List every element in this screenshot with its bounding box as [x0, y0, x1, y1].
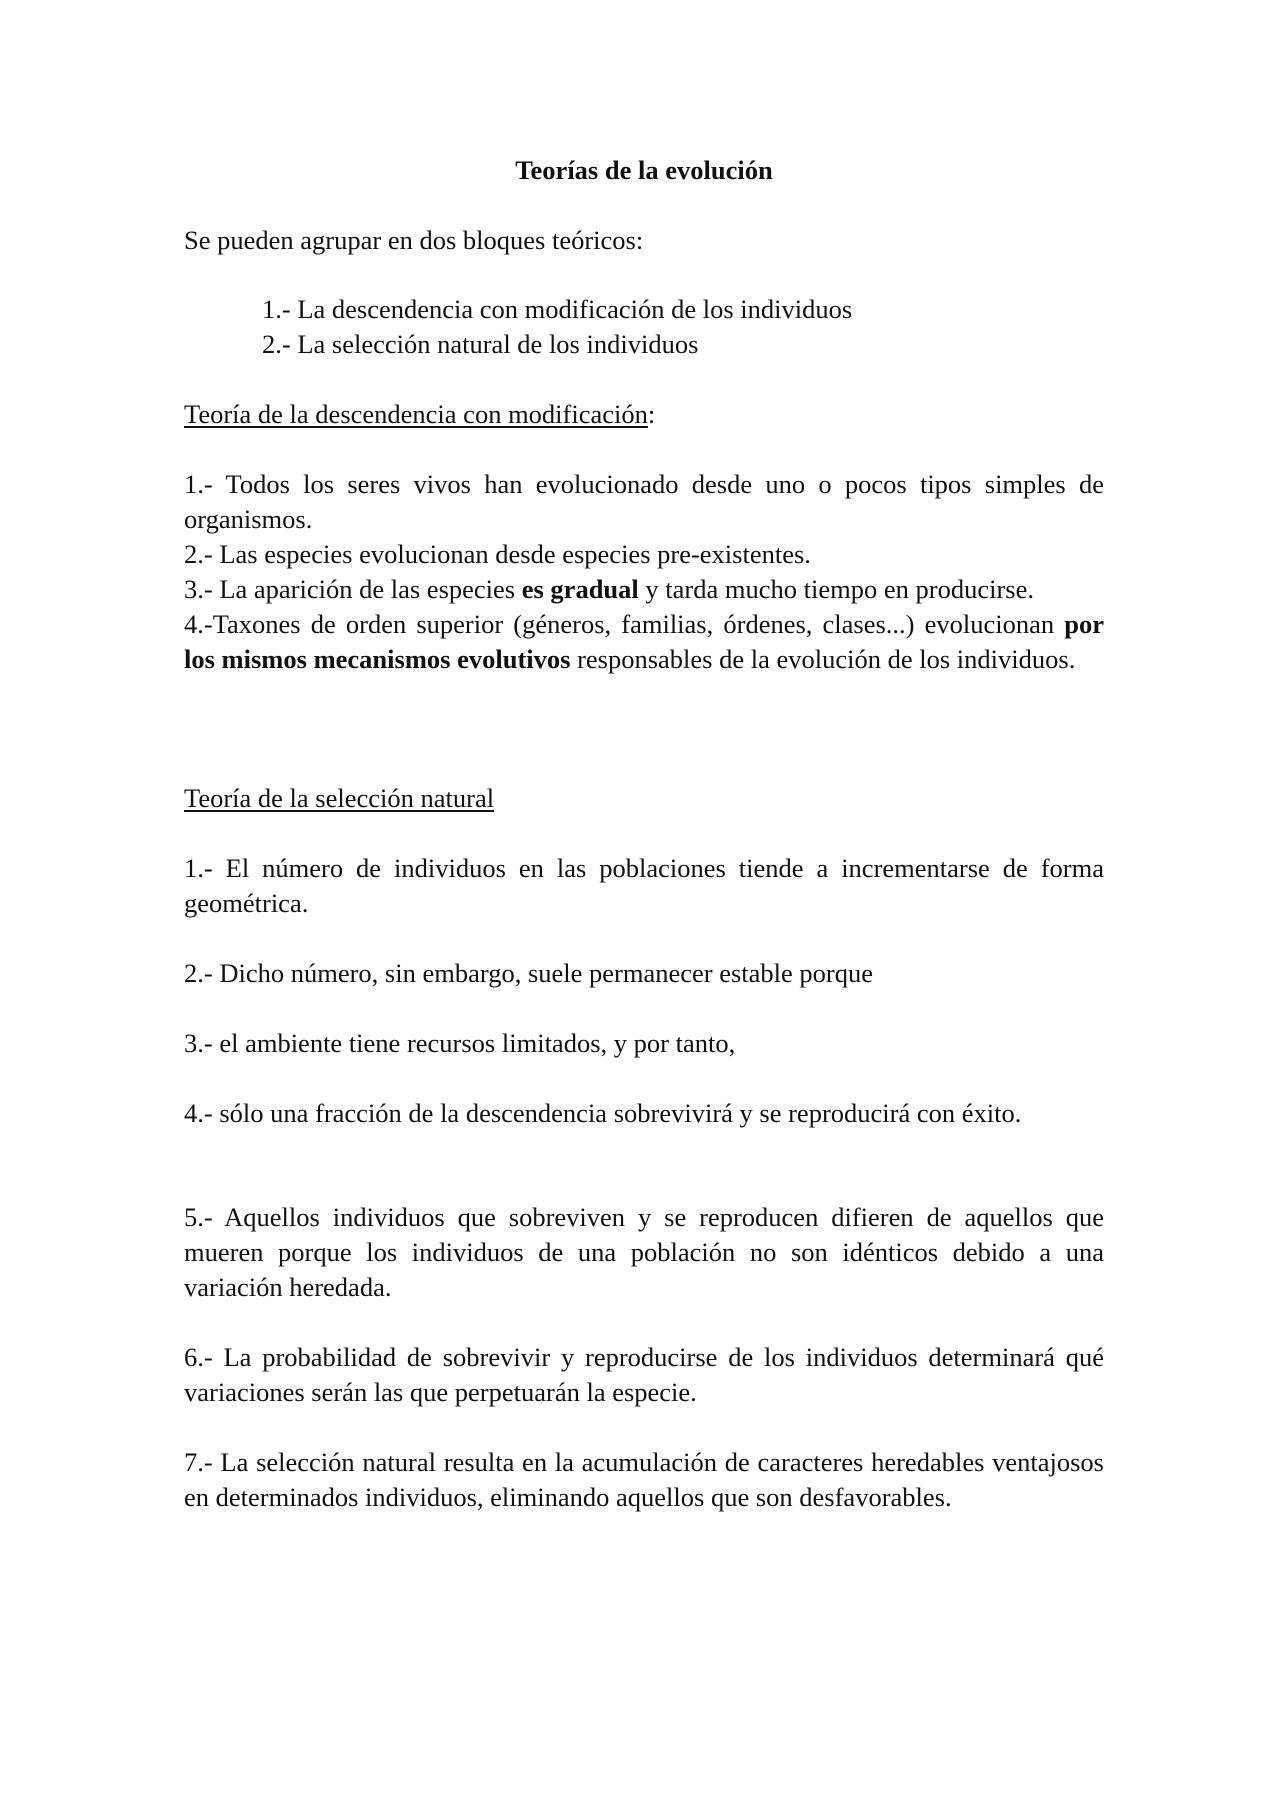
section1-item-4 — [184, 607, 1104, 677]
section2-heading: Teoría de la selección natural — [184, 783, 495, 813]
blocks-list — [184, 292, 1182, 362]
document-title: Teorías de la evolución — [515, 155, 773, 185]
section1-item-3-post: y tarda mucho tiempo en producirse. — [638, 574, 1034, 604]
section1-item-3 — [184, 572, 1104, 607]
block-item-2: 2.- La selección natural de los individuos — [262, 329, 699, 359]
section1-item-4-bold: por los mismos mecanismos evolutivos — [184, 609, 1104, 674]
section2-item-7: 7.- La selección natural resulta en la acumulación de caracteres heredables ventajosos en determinados individuos, eliminando aquellos que son desfavorables. — [184, 1447, 1104, 1512]
section1-item-4-pre: 4.-Taxones de orden superior (géneros, familias, órdenes, clases...) evolucionan — [184, 609, 1065, 639]
section2-item-3: 3.- el ambiente tiene recursos limitados, y por tanto, — [184, 1028, 736, 1058]
section2-item-4: 4.- sólo una fracción de la descendencia sobrevivirá y se reproducirá con éxito. — [184, 1098, 1022, 1128]
section1-heading: Teoría de la descendencia con modificación — [184, 399, 648, 429]
section2-item-1: 1.- El número de individuos en las poblaciones tiende a incrementarse de forma geométrica. — [184, 853, 1104, 918]
section2-heading-line — [184, 781, 1104, 816]
section1-item-4-post: responsables de la evolución de los individuos. — [570, 644, 1076, 674]
section1-item-2: 2.- Las especies evolucionan desde especies pre-existentes. — [184, 539, 811, 569]
section1-heading-line — [184, 397, 1104, 432]
section2-item-5: 5.- Aquellos individuos que sobreviven y se reproducen difieren de aquellos que mueren porque los individuos de una población no son idénticos debido a una variación heredada. — [184, 1202, 1104, 1302]
section1-item-3-pre: 3.- La aparición de las especies — [184, 574, 522, 604]
section1-item-3-bold: es gradual — [521, 574, 639, 604]
section1-list — [184, 467, 1104, 677]
block-item-1: 1.- La descendencia con modificación de los individuos — [262, 294, 853, 324]
intro-text: Se pueden agrupar en dos bloques teóricos: — [184, 225, 644, 255]
section1-heading-suffix: : — [647, 399, 656, 429]
section1-item-1: 1.- Todos los seres vivos han evolucionado desde uno o pocos tipos simples de organismos. — [184, 469, 1104, 534]
section2-item-6: 6.- La probabilidad de sobrevivir y reproducirse de los individuos determinará qué variaciones serán las que perpetuarán la especie. — [184, 1342, 1104, 1407]
section2-item-2: 2.- Dicho número, sin embargo, suele permanecer estable porque — [184, 958, 873, 988]
